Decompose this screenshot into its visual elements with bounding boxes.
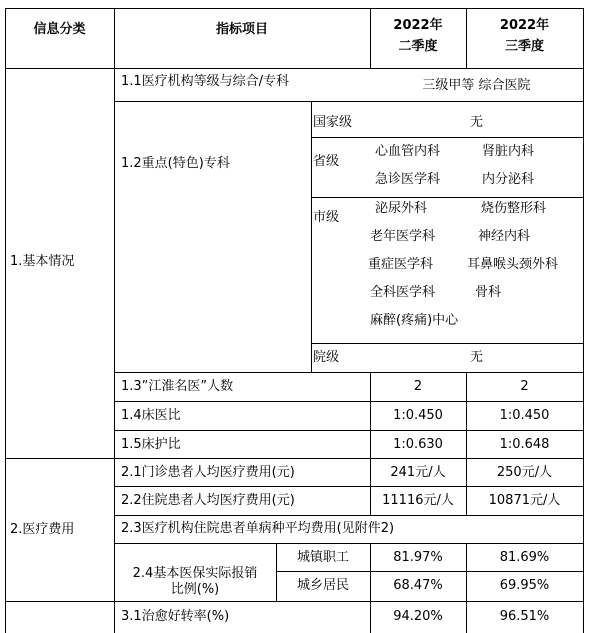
q3-value: 250元/人 (496, 465, 553, 480)
row-label: 1.4床医比 (121, 408, 181, 423)
row-label-line2: 比例(%) (170, 582, 220, 597)
insurance-type-urban: 城镇职工 (296, 550, 349, 565)
level-label-national: 国家级 (313, 115, 353, 130)
row-label: 2.1门诊患者人均医疗费用(元) (121, 465, 295, 480)
specialty-item: 急诊医学科 (375, 172, 441, 187)
table-border-left (5, 8, 6, 633)
q3-value: 69.95% (499, 578, 550, 593)
header-divider (5, 68, 584, 69)
row-line (114, 486, 584, 487)
column-line (114, 8, 115, 633)
row-label: 1.3”江淮名医”人数 (121, 379, 234, 394)
q3-value: 1:0.450 (499, 408, 550, 423)
level-label-hospital: 院级 (313, 350, 340, 365)
level-label-city: 市级 (313, 210, 340, 225)
section-basic-info-title: 1.基本情况 (10, 254, 75, 269)
row-line (114, 372, 584, 373)
specialty-item: 神经内科 (478, 229, 531, 244)
column-line (311, 101, 312, 373)
specialty-item: 骨科 (475, 285, 502, 300)
header-q2-label: 二季度 (398, 39, 438, 54)
row-label-line1: 2.4基本医保实际报销 (132, 566, 258, 581)
level-value: 无 (469, 115, 483, 130)
specialty-item: 烧伤整形科 (481, 201, 547, 216)
section-medical-cost-title: 2.医疗费用 (10, 522, 75, 537)
row-line (276, 571, 584, 572)
row-label: 2.2住院患者人均医疗费用(元) (121, 493, 295, 508)
specialty-item: 重症医学科 (368, 257, 434, 272)
q2-value: 1:0.630 (393, 437, 443, 452)
q2-value: 81.97% (393, 550, 443, 565)
row-line (114, 543, 584, 544)
q3-value: 2 (520, 379, 529, 394)
q3-value: 96.51% (499, 609, 550, 624)
row-line (311, 343, 584, 344)
insurance-type-rural: 城乡居民 (296, 578, 349, 593)
row-line (114, 515, 584, 516)
section-divider (5, 458, 584, 459)
q2-value: 241元/人 (390, 465, 446, 480)
q2-value: 94.20% (393, 609, 443, 624)
table-border-right (583, 8, 584, 633)
row-label: 1.2重点(特色)专科 (121, 156, 230, 171)
row-line (311, 137, 584, 138)
specialty-item: 全科医学科 (370, 285, 436, 300)
q3-value: 81.69% (499, 550, 550, 565)
q2-value: 11116元/人 (382, 493, 454, 508)
row-label: 1.5床护比 (121, 437, 181, 452)
row-line (114, 401, 584, 402)
specialty-item: 心血管内科 (375, 144, 441, 159)
q3-value: 1:0.648 (499, 437, 550, 452)
row-label: 1.1医疗机构等级与综合/专科 (121, 74, 290, 89)
q3-value: 10871元/人 (488, 493, 561, 508)
level-value: 无 (469, 350, 483, 365)
specialty-item: 麻醉(疼痛)中心 (370, 313, 459, 328)
row-line (114, 101, 584, 102)
header-q3-year: 2022年 (499, 18, 550, 33)
q2-value: 68.47% (393, 578, 443, 593)
header-q2-year: 2022年 (393, 18, 443, 33)
specialty-item: 老年医学科 (370, 229, 436, 244)
header-q3-label: 三季度 (504, 39, 544, 54)
header-item: 指标项目 (215, 22, 268, 37)
specialty-item: 肾脏内科 (482, 144, 535, 159)
row-line (311, 197, 584, 198)
specialty-item: 内分泌科 (482, 172, 535, 187)
specialty-item: 泌尿外科 (375, 201, 428, 216)
row-label: 3.1治愈好转率(%) (121, 609, 230, 624)
section-divider (5, 601, 584, 602)
table-border-top (5, 8, 584, 9)
row-line (114, 430, 584, 431)
specialty-item: 耳鼻喉头颈外科 (467, 257, 559, 272)
level-label-provincial: 省级 (313, 154, 340, 169)
row-value: 三级甲等 综合医院 (422, 78, 531, 93)
row-label: 2.3医疗机构住院患者单病种平均费用(见附件2) (121, 521, 395, 536)
q2-value: 1:0.450 (393, 408, 443, 423)
header-category: 信息分类 (33, 22, 86, 37)
q2-value: 2 (413, 379, 423, 394)
